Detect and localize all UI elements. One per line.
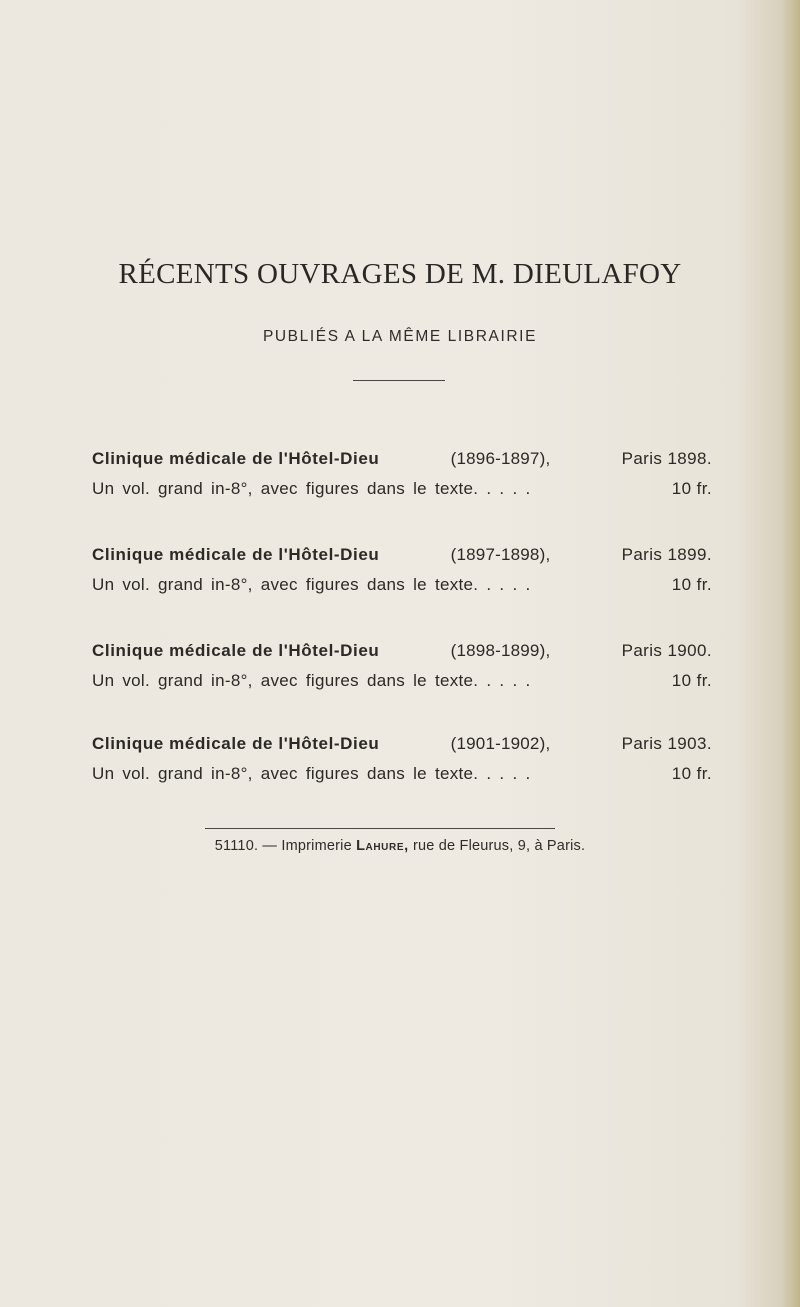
entry-dates: (1898-1899), [450,641,551,660]
entry-place-year: Paris 1898. [621,449,712,468]
entry-work-title: Clinique médicale de l'Hôtel-Dieu [92,545,380,564]
imprint-address: rue de Fleurus, 9, à Paris. [412,838,586,854]
entry-description: Un vol. grand in-8°, avec figures dans le texte. . . . . [92,575,531,594]
book-entry-2 [92,545,712,595]
page-title: RÉCENTS OUVRAGES DE M. DIEULAFOY [118,258,682,290]
entry-place-year: Paris 1903. [621,734,712,753]
entry-description: Un vol. grand in-8°, avec figures dans le texte. . . . . [92,671,531,690]
book-entry-1 [92,449,712,499]
entry-work-title: Clinique médicale de l'Hôtel-Dieu [92,449,380,468]
entry-work-title: Clinique médicale de l'Hôtel-Dieu [92,641,380,660]
book-entry-4 [92,734,712,784]
page-subtitle: PUBLIÉS A LA MÊME LIBRAIRIE [262,328,538,345]
printer-imprint [0,838,800,854]
entry-place-year: Paris 1899. [621,545,712,564]
entry-price: 10 fr. [671,764,712,783]
entry-dates: (1897-1898), [450,545,551,564]
entry-dates: (1901-1902), [450,734,551,753]
entry-description: Un vol. grand in-8°, avec figures dans le texte. . . . . [92,764,531,783]
book-entry-3 [92,641,712,691]
entry-price: 10 fr. [671,575,712,594]
title-divider [353,380,445,381]
entry-price: 10 fr. [671,671,712,690]
entry-place-year: Paris 1900. [621,641,712,660]
footer-divider [205,828,555,829]
imprint-prefix: 51110. — Imprimerie [214,838,352,854]
entry-price: 10 fr. [671,479,712,498]
entry-work-title: Clinique médicale de l'Hôtel-Dieu [92,734,380,753]
imprint-printer: Lahure, [356,838,409,854]
page-edge [782,0,800,1307]
entry-description: Un vol. grand in-8°, avec figures dans le texte. . . . . [92,479,531,498]
entry-dates: (1896-1897), [450,449,551,468]
